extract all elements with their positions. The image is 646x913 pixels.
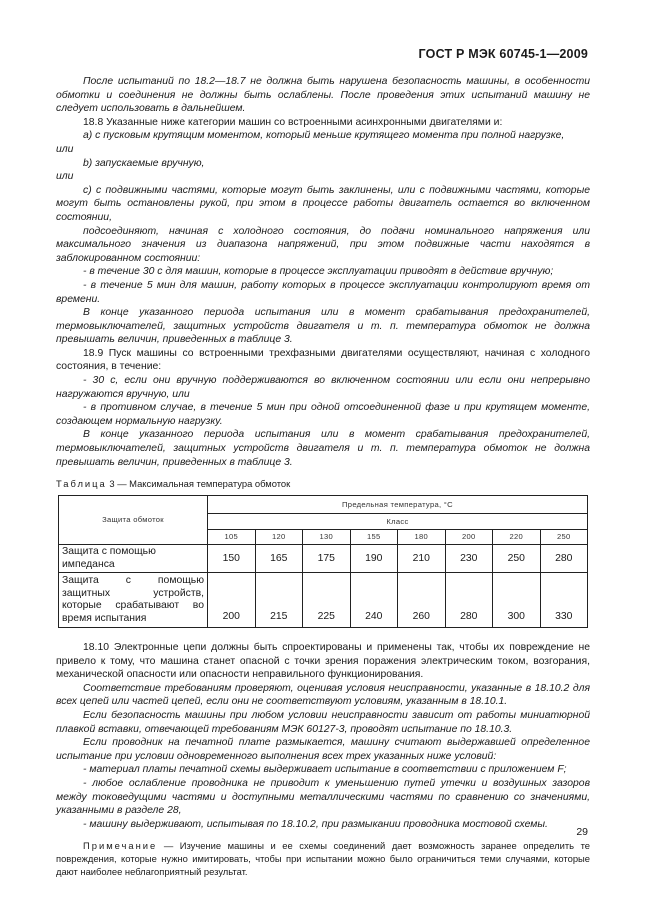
table-cell: 165 bbox=[255, 544, 303, 572]
table-cell: 225 bbox=[303, 573, 351, 628]
standard-title: ГОСТ Р МЭК 60745-1—2009 bbox=[418, 47, 588, 61]
table-cell: 150 bbox=[208, 544, 256, 572]
table-cell: 210 bbox=[398, 544, 446, 572]
table-cell: 260 bbox=[398, 573, 446, 628]
class-cell: 155 bbox=[350, 529, 398, 544]
class-cell: 130 bbox=[303, 529, 351, 544]
paragraph: подсоединяют, начиная с холодного состояния, до подачи номинального напряжения или максимального значения из диапазона напряжений, при этом подвижные части находятся в заблокированном состоянии: bbox=[56, 225, 590, 264]
paragraph: В конце указанного периода испытания или в момент срабатывания предохранителей, термовыключателей, защитных устройств двигателя и т. п. температура обмоток не должна превышать величин, приведенных в таблице 3. bbox=[56, 307, 590, 346]
table-cell: 330 bbox=[540, 573, 588, 628]
temperature-table bbox=[58, 495, 588, 628]
clause-18-9: 18.9 Пуск машины со встроенными трехфазными двигателями осуществляют, начиная с холодного состояния, в течение: bbox=[56, 347, 590, 373]
note bbox=[56, 839, 590, 878]
dash-item: - материал платы печатной схемы выдерживает испытание в соответствии с приложением F; bbox=[83, 764, 567, 776]
dash-item: - машину выдерживают, испытывая по 18.10.2, при размыкании проводника мостовой схемы. bbox=[83, 818, 548, 830]
table-caption bbox=[56, 477, 590, 491]
table-cell: 200 bbox=[208, 573, 256, 628]
dash-item: - в течение 30 с для машин, которые в процессе эксплуатации приводят в действие вручную; bbox=[83, 266, 554, 278]
dash-item: - в течение 5 мин для машин, работу которых в процессе эксплуатации контролируют время от времени. bbox=[56, 279, 590, 305]
table-cell: 280 bbox=[540, 544, 588, 572]
paragraph: В конце указанного периода испытания или в момент срабатывания предохранителей, термовыключателей, защитных устройств двигателя и т. п. температура обмоток не должна превышать величин, приведенных в таблице 3. bbox=[56, 429, 590, 468]
page-number: 29 bbox=[576, 826, 588, 838]
temperature-header: Предельная температура, °С bbox=[208, 495, 588, 513]
table-row bbox=[59, 544, 588, 572]
clause-18-10: 18.10 Электронные цепи должны быть спроектированы и применены так, чтобы их повреждение не привело к тому, что машина станет опасной с точки зрения поражения электрическим током, возгорания, механической опасности или опасности неправильного функционирования. bbox=[56, 642, 590, 681]
table-row bbox=[59, 573, 588, 628]
conjunction: или bbox=[56, 171, 74, 183]
row-label: Защита с помощью импеданса bbox=[59, 544, 208, 572]
protection-header: Защита обмоток bbox=[59, 495, 208, 544]
list-item-a: a) с пусковым крутящим моментом, который меньше крутящего момента при полной нагрузке, bbox=[83, 130, 565, 142]
dash-item: - в противном случае, в течение 5 мин при одной отсоединенной фазе и при крутящем моменте, создающем нормальную нагрузку. bbox=[56, 402, 590, 427]
conjunction: или bbox=[56, 143, 74, 155]
table-cell: 250 bbox=[493, 544, 541, 572]
list-item-b: b) запускаемые вручную, bbox=[83, 157, 205, 169]
paragraph: После испытаний по 18.2—18.7 не должна быть нарушена безопасность машины, в особенности обмотки и соединения не должны быть ослаблены. После проведения этих испытаний машину не следует использовать в дальнейшем. bbox=[56, 76, 590, 115]
class-cell: 250 bbox=[540, 529, 588, 544]
row-label: Защита с помощью защитных устройств, которые срабатывают во время испытания bbox=[59, 573, 208, 628]
table-cell: 215 bbox=[255, 573, 303, 628]
class-cell: 200 bbox=[445, 529, 493, 544]
table-cell: 190 bbox=[350, 544, 398, 572]
table-caption-text: 3 — Максимальная температура обмоток bbox=[106, 478, 291, 490]
list-item-c: c) с подвижными частями, которые могут быть заклинены, или с подвижными частями, которые могут быть остановлены рукой, при этом в процессе работы двигатель остается во включенном состоянии, bbox=[56, 184, 590, 223]
table-caption-label: Таблица bbox=[56, 478, 107, 490]
paragraph: Если безопасность машины при любом условии неисправности зависит от работы миниатюрной плавкой вставки, отвечающей требованиям МЭК 60127-3, проводят испытание по 18.10.3. bbox=[56, 709, 590, 735]
class-cell: 105 bbox=[208, 529, 256, 544]
table-cell: 280 bbox=[445, 573, 493, 628]
note-label: Примечание bbox=[83, 840, 158, 852]
paragraph: Если проводник на печатной плате размыкается, машину считают выдержавшей определенное испытание при условии одновременного выполнения всех трех указанных ниже условий: bbox=[56, 737, 590, 762]
document-body bbox=[56, 75, 590, 878]
note-text: — Изучение машины и ее схемы соединений дает возможность заранее определить те повреждения, которые нужно имитировать, чтобы при испытании можно было ограничиться теми случаями, которые дают наиболее неблагоприятный результат. bbox=[56, 840, 590, 878]
table-cell: 240 bbox=[350, 573, 398, 628]
class-cell: 180 bbox=[398, 529, 446, 544]
paragraph: Соответствие требованиям проверяют, оценивая условия неисправности, указанные в 18.10.2 для всех цепей или частей цепей, если они не соответствуют условиям, указанным в 18.10.1. bbox=[56, 682, 590, 708]
table-cell: 175 bbox=[303, 544, 351, 572]
clause-18-8: 18.8 Указанные ниже категории машин со встроенными асинхронными двигателями и: bbox=[83, 116, 503, 128]
dash-item: - любое ослабление проводника не приводит к уменьшению путей утечки и воздушных зазоров между токоведущими частями и доступными металлическими частями по сравнению со значениями, указанными в разделе 28, bbox=[56, 777, 590, 817]
class-cell: 120 bbox=[255, 529, 303, 544]
table-cell: 230 bbox=[445, 544, 493, 572]
table-cell: 300 bbox=[493, 573, 541, 628]
class-cell: 220 bbox=[493, 529, 541, 544]
class-header: Класс bbox=[208, 513, 588, 529]
dash-item: - 30 с, если они вручную поддерживаются во включенном состоянии или если они непрерывно нагружаются вручную, или bbox=[56, 375, 590, 400]
